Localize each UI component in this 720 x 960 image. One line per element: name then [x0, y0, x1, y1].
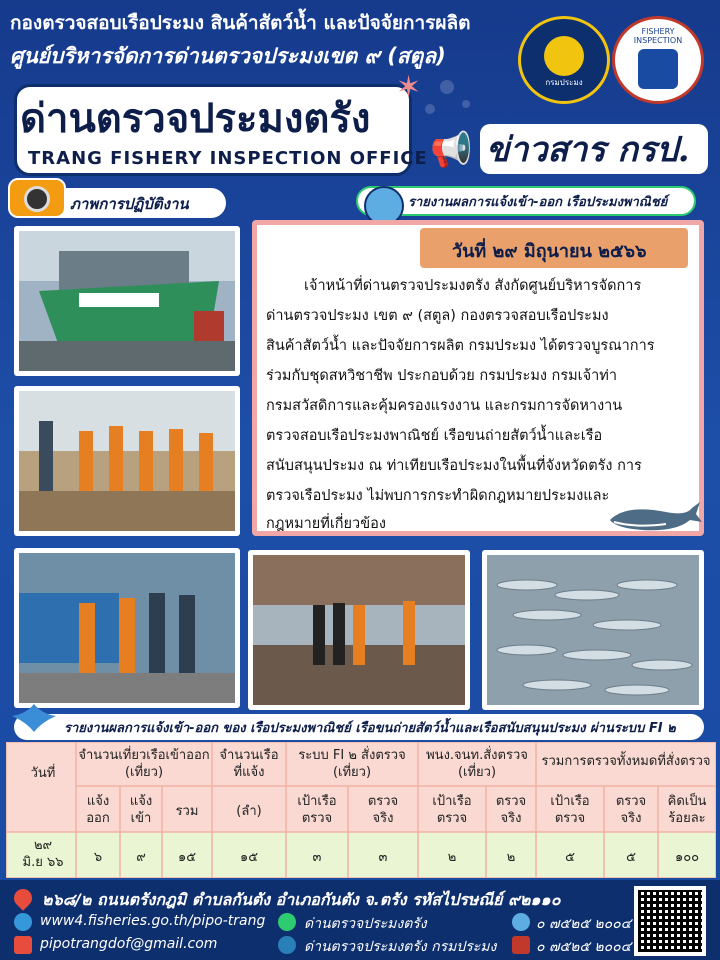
sub-actual-line1: ตรวจ	[367, 794, 399, 809]
office-name-thai: ด่านตรวจประมงตรัง	[20, 95, 371, 142]
sub-actual-line2: จริง	[620, 810, 642, 826]
cell-trips-total: ๑๕	[177, 850, 197, 865]
group3-header-line1: ระบบ FI ๒ สั่งตรวจ	[298, 748, 406, 763]
department-title: กองตรวจสอบเรือประมง สินค้าสัตว์น้ำ และปัจจัยการผลิต	[10, 12, 471, 34]
fish-catch-image	[487, 555, 699, 705]
report-tab-label: รายงานผลการแจ้งเข้า-ออก เรือประมงพาณิชย์	[408, 195, 668, 210]
sub-fi2-target-header	[286, 794, 348, 828]
sub-total-actual-header	[604, 794, 658, 828]
group2-header-line1: จำนวนเรือ	[219, 748, 279, 763]
group4-header-line1: พนง.จนท.สั่งตรวจ	[426, 748, 528, 763]
col-date-header: วันที่	[30, 766, 56, 781]
footer-facebook[interactable]: ด่านตรวจประมงตรัง กรมประมง	[304, 939, 497, 955]
sub-actual-line2: จริง	[372, 810, 394, 826]
line-app-icon	[278, 913, 296, 931]
cell-in: ๙	[136, 850, 146, 865]
megaphone-icon: 📢	[430, 130, 473, 170]
group5-header: รวมการตรวจทั้งหมดที่สั่งตรวจ	[541, 754, 711, 769]
sub-target-line1: เป้าเรือ	[550, 794, 590, 809]
sub-percent-line1: คิดเป็น	[667, 794, 707, 809]
sub-target-line1: เป้าเรือ	[297, 794, 337, 809]
report-date: วันที่ ๒๙ มิถุนายน ๒๕๖๖	[452, 241, 647, 262]
footer-phone[interactable]: ๐ ๗๕๒๕ ๒๐๐๔	[536, 916, 632, 932]
group4-header	[418, 748, 536, 782]
group4-header-line2: (เที่ยว)	[457, 764, 497, 780]
sub-total-header: รวม	[175, 804, 199, 819]
photo-inspection-team	[14, 386, 240, 536]
cell-total-actual: ๕	[626, 850, 636, 865]
group2-header-line2: ที่แจ้ง	[233, 764, 265, 780]
whale-icon	[606, 498, 702, 536]
report-body-line: กฎหมายที่เกี่ยวข้อง	[266, 516, 386, 532]
phone-icon	[512, 913, 530, 931]
row-date-month: มิ.ย ๖๖	[22, 854, 64, 870]
sub-out-line2: ออก	[86, 810, 110, 826]
sub-target-line1: เป้าเรือ	[432, 794, 472, 809]
photo-crew-check	[14, 548, 240, 708]
table-title: รายงานผลการแจ้งเข้า-ออก ของ เรือประมงพาณิชย์ เรือขนถ่ายสัตว์น้ำและเรือสนับสนุนประมง ผ่านระบบ FI ๒	[64, 721, 676, 736]
sub-actual-line1: ตรวจ	[615, 794, 647, 809]
sub-target-line2: ตรวจ	[436, 810, 468, 826]
crew-check-image	[19, 553, 235, 703]
bubble-decoration	[440, 80, 454, 94]
photo-fishing-boat	[14, 226, 240, 376]
report-body-line: ร่วมกับชุดสหวิชาชีพ ประกอบด้วย กรมประมง กรมเจ้าท่า	[266, 368, 617, 384]
group1-header-line2: (เที่ยว)	[124, 764, 164, 780]
photo-pier-inspection	[248, 550, 470, 710]
inspection-badge-icon	[638, 49, 678, 89]
camera-lens-icon	[24, 186, 50, 212]
qr-code-pattern	[638, 890, 702, 952]
report-body-line: กรมสวัสดิการและคุ้มครองแรงงาน และกรมการจัดหางาน	[266, 398, 623, 414]
report-body-line: สนับสนุนประมง ณ ท่าเทียบเรือประมงในพื้นที่จังหวัดตรัง การ	[266, 458, 642, 474]
fax-icon	[512, 936, 530, 954]
sub-officer-target-header	[418, 794, 486, 828]
fisheries-department-logo	[518, 16, 610, 104]
pier-inspection-image	[253, 555, 465, 705]
sub-target-line2: ตรวจ	[301, 810, 333, 826]
sub-in-header	[120, 794, 162, 828]
footer-line[interactable]: ด่านตรวจประมงตรัง	[304, 916, 427, 932]
row-date	[12, 838, 74, 872]
report-body-line: ตรวจเรือประมง ไม่พบการกระทำผิดกฎหมายประมงและ	[266, 488, 610, 504]
footer-address: ๒๖๘/๒ ถนนตรังกฎมิ ตำบลกันตัง อำเภอกันตัง จ.ตรัง รหัสไปรษณีย์ ๙๒๑๑๐	[42, 890, 561, 909]
cell-boats: ๑๕	[239, 850, 259, 865]
bubble-decoration	[462, 100, 470, 108]
footer-website[interactable]: www4.fisheries.go.th/pipo-trang	[40, 913, 266, 929]
facebook-icon	[278, 936, 296, 954]
qr-code	[634, 886, 706, 956]
cell-total-target: ๕	[565, 850, 575, 865]
group2-header	[212, 748, 286, 782]
manta-ray-icon	[12, 700, 56, 736]
office-name-english: TRANG FISHERY INSPECTION OFFICE	[28, 148, 428, 169]
sub-out-line1: แจ้ง	[86, 794, 110, 809]
group3-header	[286, 748, 418, 782]
globe-icon	[14, 913, 32, 931]
cell-fi2-actual: ๓	[378, 850, 388, 865]
group1-header-line1: จำนวนเที่ยวเรือเข้าออก	[78, 748, 210, 763]
sub-officer-actual-header	[486, 794, 536, 828]
cell-out: ๖	[93, 850, 103, 865]
sub-in-line1: แจ้ง	[129, 794, 153, 809]
center-title: ศูนย์บริหารจัดการด่านตรวจประมงเขต ๙ (สตูล)	[10, 44, 446, 68]
starfish-icon: ✶	[396, 70, 422, 105]
footer-fax: ๐ ๗๕๒๕ ๒๐๐๔	[536, 939, 632, 955]
report-body-line: สินค้าสัตว์น้ำ และปัจจัยการผลิต กรมประมง ได้ตรวจบูรณาการ	[266, 338, 655, 354]
sub-fi2-actual-header	[348, 794, 418, 828]
report-body-line: เจ้าหน้าที่ด่านตรวจประมงตรัง สังกัดศูนย์บริหารจัดการ	[304, 278, 642, 294]
sub-total-target-header	[536, 794, 604, 828]
cell-fi2-target: ๓	[312, 850, 322, 865]
photo-fish-catch	[482, 550, 704, 710]
inspection-team-image	[19, 391, 235, 531]
logo-left-label: กรมประมง	[545, 77, 583, 87]
sub-percent-line2: ร้อยละ	[668, 810, 706, 826]
group1-header	[78, 748, 210, 782]
cell-percent: ๑๐๐	[674, 850, 700, 865]
report-body-line: ด่านตรวจประมง เขต ๙ (สตูล) กองตรวจสอบเรือประมง	[266, 308, 609, 324]
group3-header-line2: (เที่ยว)	[332, 764, 372, 780]
sub-percent-header	[658, 794, 716, 828]
photos-section-label: ภาพการปฏิบัติงาน	[70, 195, 189, 213]
sub-target-line2: ตรวจ	[554, 810, 586, 826]
fishing-boat-image	[19, 231, 235, 371]
report-body-line: ตรวจสอบเรือประมงพาณิชย์ เรือขนถ่ายสัตว์น้ำและเรือ	[266, 428, 603, 444]
fishery-inspection-logo	[612, 16, 704, 104]
sub-out-header	[76, 794, 120, 828]
sub-in-line2: เข้า	[130, 810, 152, 826]
row-date-day: ๒๙	[33, 838, 53, 853]
cell-officer-actual: ๒	[506, 850, 516, 865]
email-icon	[14, 936, 32, 954]
seal-emblem-icon	[544, 36, 584, 76]
footer-email[interactable]: pipotrangdof@gmail.com	[40, 936, 218, 952]
news-label: ข่าวสาร กรป.	[486, 130, 690, 170]
sub-unit-header: (ลำ)	[236, 804, 262, 819]
bubble-decoration	[425, 104, 435, 114]
sub-actual-line2: จริง	[500, 810, 522, 826]
sub-actual-line1: ตรวจ	[495, 794, 527, 809]
cell-officer-target: ๒	[447, 850, 457, 865]
logo-right-label: FISHERY INSPECTION	[633, 27, 683, 45]
